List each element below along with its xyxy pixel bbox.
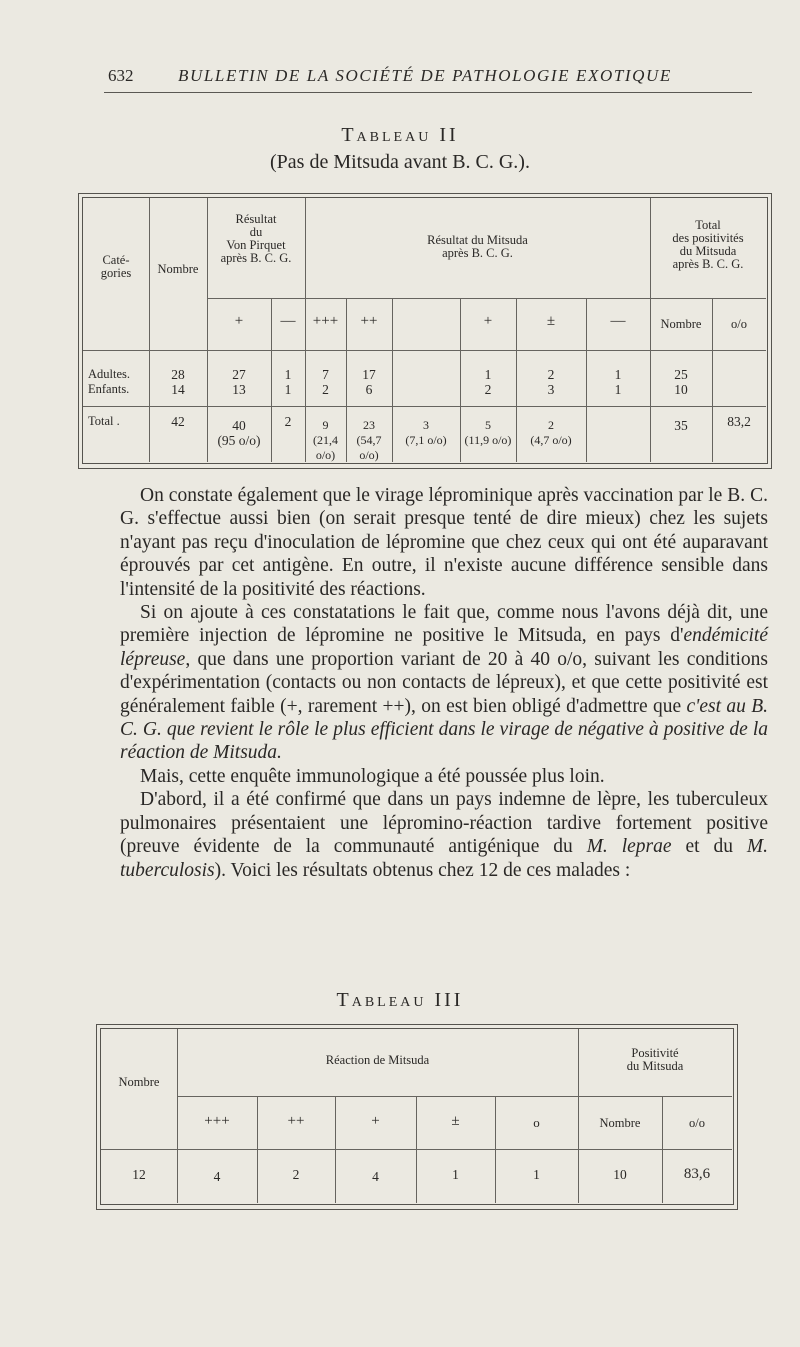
table2-hline: [83, 350, 766, 351]
table2-sub-m-pp: ++: [360, 313, 378, 329]
table2-row-cat: [88, 367, 149, 397]
table2-col-m3: [460, 367, 516, 397]
journal-title: BULLETIN DE LA SOCIÉTÉ DE PATHOLOGIE EXOTIQUE: [178, 66, 672, 85]
table2-cat-enfants: Enfants.: [88, 382, 130, 396]
table2-col-m5: [586, 367, 650, 397]
table2-total-label: Total .: [88, 414, 120, 428]
table2-cell: 3: [423, 418, 429, 432]
table3-cell-pos-pct: 83,6: [683, 1166, 711, 1182]
table3-title: Tableau III: [336, 989, 464, 1011]
table3-sub-zero: o: [533, 1115, 540, 1130]
table2-total-tp: 83,2: [727, 414, 751, 429]
table2-total-m5: [516, 418, 586, 448]
table2-cell-pct: (21,4 o/o): [313, 433, 338, 462]
table2-subtitle: (Pas de Mitsuda avant B. C. G.).: [270, 151, 530, 173]
table2-total-pp: [207, 418, 271, 448]
table3-sub-nombre: Nombre: [599, 1116, 641, 1130]
table2-cell: 2: [547, 367, 555, 382]
header-rule: [104, 92, 752, 93]
paragraph-4-part: ). Voici les résultats obtenus chez 12 de ces malades :: [214, 859, 631, 881]
paragraph-1: On constate également que le virage léprominique après vaccination par le B. C. G. s'effectue aussi bien (on serait presque tenté de dire mieux) chez les sujets n'ayant pas reçu d'inoculation de lépromine que chez ceux qui ont été auparavant éprouvés par cet antigène. En outre, il n'existe aucune différence sensible dans l'intensité de la positivité des réactions.: [120, 485, 768, 600]
table2-cell: 5: [485, 418, 491, 432]
table3-cell-pm: 1: [452, 1167, 459, 1182]
table2-sub-pirquet-pos: +: [234, 313, 244, 329]
table2-total-nombre: 42: [171, 414, 185, 429]
table2-cell-pct: (7,1 o/o): [405, 433, 447, 447]
table2-total-m4: [460, 418, 516, 448]
table2-head-pirquet: Résultat du Von Pirquet après B. C. G.: [220, 212, 292, 265]
table3-hline: [101, 1149, 732, 1150]
table2-cell-pct: (4,7 o/o): [530, 433, 572, 447]
table2-total-pn: 2: [284, 414, 292, 429]
table2-cell: 2: [548, 418, 554, 432]
paragraph-4-italic: M. tuberculosis: [120, 836, 768, 881]
table2-sub-m-pm: ±: [546, 313, 556, 329]
table2-head-mitsuda: Résultat du Mitsuda après B. C. G.: [427, 233, 528, 260]
paragraph-2-italic: c'est au B. C. G. que revient le rôle le plus efficient dans le virage de négative à positive de la réaction de Mitsuda.: [120, 695, 768, 764]
table3-cell-ppp: 4: [213, 1169, 221, 1184]
table3-head-nombre: Nombre: [118, 1075, 160, 1089]
table2-title: Tableau II: [341, 124, 459, 146]
table3-hline: [177, 1096, 732, 1097]
table3-cell-pp: 2: [292, 1167, 300, 1182]
table3-sub-pm: ±: [451, 1113, 460, 1129]
paragraph-4-part: D'abord, il a été confirmé que dans un pays indemne de lèpre, les tuberculeux pulmonaires présentaient une lépromino-réaction tardive fortement positive (preuve évidente de la communauté antigénique du: [120, 789, 768, 858]
table3-sub-p: +: [371, 1113, 380, 1129]
table2-cell: 10: [674, 382, 688, 397]
table3-head-positivite: Positivité du Mitsuda: [626, 1046, 684, 1073]
table2-cell-pct: (54,7 o/o): [356, 433, 382, 462]
table2-sub-m-neg: —: [610, 313, 626, 329]
table3-sub-ppp: +++: [204, 1113, 230, 1129]
table2-head-categories: Caté- gories: [100, 253, 132, 280]
table2-head-nombre: Nombre: [157, 262, 199, 276]
table2-total-tn: 35: [674, 418, 688, 433]
table2-cell-pct: (95 o/o): [217, 433, 261, 448]
table2-col-pn: [271, 367, 305, 397]
paragraph-2-italic: endémicité lépreuse: [120, 625, 768, 670]
table2-cell: 7: [322, 367, 329, 382]
table2-col-m2: [346, 367, 392, 397]
page-number: 632: [108, 66, 134, 85]
table2-cell: 1: [484, 367, 492, 382]
table2-cat-adultes: Adultes.: [88, 367, 131, 381]
table2-col-tn: [650, 367, 712, 397]
table2-cell: 2: [484, 382, 492, 397]
table2-cell: 25: [674, 367, 688, 382]
table2-col-m4: [516, 367, 586, 397]
paragraph-2-part: Si on ajoute à ces constatations le fait que, comme nous l'avons déjà dit, une première injection de lépromine ne positive le Mitsuda, en pays d': [120, 602, 768, 647]
table2-total-m2: [346, 418, 392, 463]
table2-sub-m-ppp: +++: [312, 313, 339, 329]
table3-sub-pp: ++: [287, 1113, 305, 1129]
table2-sub-pirquet-neg: —: [280, 313, 296, 329]
table2-hline: [83, 406, 766, 407]
table2-cell-pct: (11,9 o/o): [464, 433, 512, 447]
table2-hline: [207, 298, 766, 299]
table2-head-total: Total des positivités du Mitsuda après B. C. G.: [672, 218, 744, 271]
table2-col-m1: [305, 367, 346, 397]
table2-cell: 1: [284, 382, 292, 397]
table2-cell: 1: [614, 382, 622, 397]
table2-cell: 40: [232, 418, 246, 433]
table2-cell: 14: [171, 382, 185, 397]
table2-cell: 27: [232, 367, 246, 382]
running-head: [108, 66, 758, 90]
table2-sub-t-pct: o/o: [731, 317, 747, 331]
table2-cell: 28: [171, 367, 185, 382]
table2-sub-m-p: +: [483, 313, 493, 329]
table3-cell-pos-nombre: 10: [613, 1167, 627, 1182]
table3-head-mitsuda: Réaction de Mitsuda: [325, 1053, 430, 1067]
paragraph-4: [120, 788, 768, 882]
table2-col-pp: [207, 367, 271, 397]
paragraph-4-italic: M. leprae: [586, 836, 672, 858]
table2-cell: 13: [232, 382, 246, 397]
table2-cell: 1: [284, 367, 292, 382]
table2-cell: 3: [547, 382, 555, 397]
table2-col-nombre: [149, 367, 207, 397]
table2-total-m1: [305, 418, 346, 463]
table3-cell-nombre: 12: [132, 1167, 146, 1182]
table2-cell: 2: [322, 382, 329, 397]
table2-cell: 23: [363, 418, 375, 432]
body-text: [120, 484, 768, 882]
table3-cell-zero: 1: [533, 1167, 540, 1182]
table2-total-m3: [392, 418, 460, 448]
table2-sub-t-nombre: Nombre: [660, 317, 702, 331]
table2-cell: 1: [614, 367, 622, 382]
paragraph-3: Mais, cette enquête immunologique a été poussée plus loin.: [140, 765, 605, 787]
table3-cell-p: 4: [372, 1169, 379, 1184]
table3-sub-pct: o/o: [689, 1116, 705, 1130]
table2-cell: 6: [365, 382, 373, 397]
paragraph-2-part: , que dans une proportion variant de 20 à 40 o/o, suivant les conditions d'expérimentation (contacts ou non contacts de lépreux), et que cette positivité est généralement faible (+, rarement ++), on est bien obligé d'admettre que: [120, 648, 768, 717]
table2-cell: 17: [362, 367, 376, 382]
paragraph-2: [120, 601, 768, 765]
table2-cell: 9: [322, 418, 329, 432]
paragraph-4-part: et du: [671, 836, 747, 858]
